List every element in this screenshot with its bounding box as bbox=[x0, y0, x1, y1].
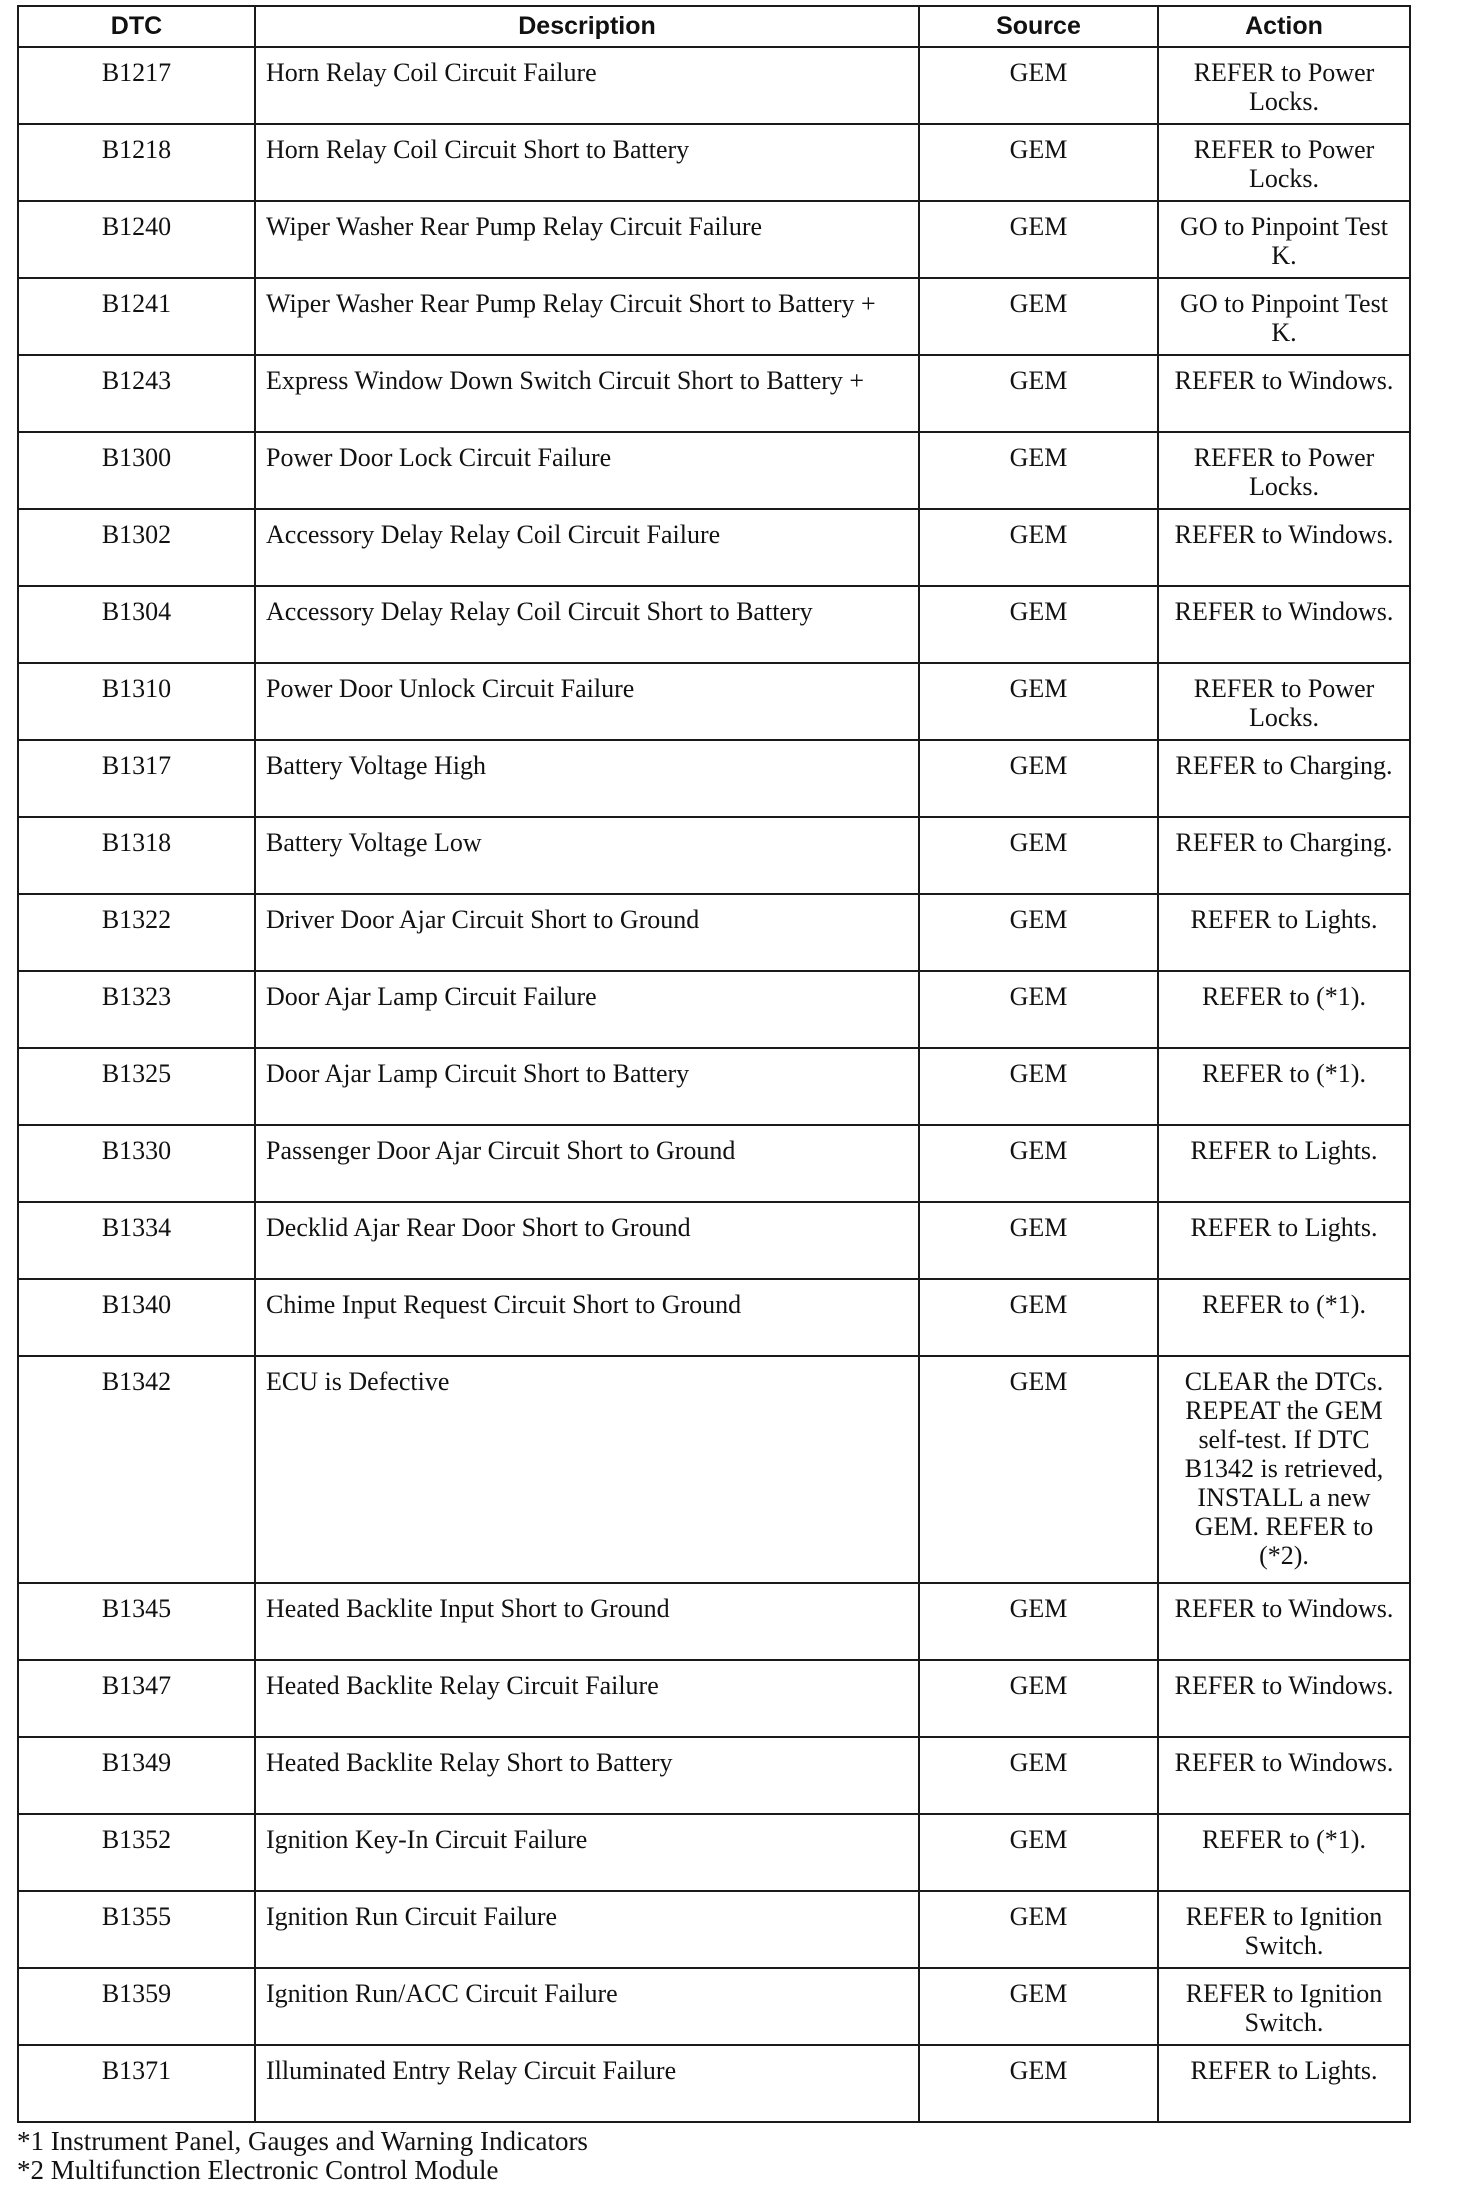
source-cell: GEM bbox=[919, 1583, 1158, 1660]
description-cell: Express Window Down Switch Circuit Short to Battery + bbox=[255, 355, 919, 432]
table-row bbox=[18, 1048, 1410, 1125]
table-row bbox=[18, 509, 1410, 586]
description-cell: Passenger Door Ajar Circuit Short to Ground bbox=[255, 1125, 919, 1202]
source-cell: GEM bbox=[919, 817, 1158, 894]
source-cell: GEM bbox=[919, 894, 1158, 971]
table-row bbox=[18, 817, 1410, 894]
description-cell: Ignition Run Circuit Failure bbox=[255, 1891, 919, 1968]
table-row bbox=[18, 1891, 1410, 1968]
source-cell: GEM bbox=[919, 509, 1158, 586]
dtc-cell: B1317 bbox=[18, 740, 255, 817]
table-row bbox=[18, 201, 1410, 278]
description-cell: Heated Backlite Relay Circuit Failure bbox=[255, 1660, 919, 1737]
source-cell: GEM bbox=[919, 1356, 1158, 1583]
dtc-cell: B1322 bbox=[18, 894, 255, 971]
source-cell: GEM bbox=[919, 124, 1158, 201]
description-cell: Ignition Run/ACC Circuit Failure bbox=[255, 1968, 919, 2045]
description-cell: Accessory Delay Relay Coil Circuit Failure bbox=[255, 509, 919, 586]
action-cell: REFER to Windows. bbox=[1158, 355, 1410, 432]
source-cell: GEM bbox=[919, 1202, 1158, 1279]
description-cell: Wiper Washer Rear Pump Relay Circuit Failure bbox=[255, 201, 919, 278]
table-row bbox=[18, 47, 1410, 124]
dtc-cell: B1217 bbox=[18, 47, 255, 124]
footnotes bbox=[17, 2127, 1409, 2185]
action-cell: REFER to Lights. bbox=[1158, 894, 1410, 971]
source-cell: GEM bbox=[919, 2045, 1158, 2122]
dtc-cell: B1334 bbox=[18, 1202, 255, 1279]
description-cell: Decklid Ajar Rear Door Short to Ground bbox=[255, 1202, 919, 1279]
action-cell: REFER to (*1). bbox=[1158, 1814, 1410, 1891]
action-cell: REFER to Power Locks. bbox=[1158, 124, 1410, 201]
dtc-cell: B1345 bbox=[18, 1583, 255, 1660]
description-cell: Door Ajar Lamp Circuit Failure bbox=[255, 971, 919, 1048]
action-cell: REFER to Windows. bbox=[1158, 586, 1410, 663]
description-cell: Battery Voltage Low bbox=[255, 817, 919, 894]
source-cell: GEM bbox=[919, 278, 1158, 355]
description-cell: Driver Door Ajar Circuit Short to Ground bbox=[255, 894, 919, 971]
dtc-cell: B1300 bbox=[18, 432, 255, 509]
dtc-cell: B1349 bbox=[18, 1737, 255, 1814]
action-cell: REFER to Power Locks. bbox=[1158, 47, 1410, 124]
action-cell: REFER to Charging. bbox=[1158, 817, 1410, 894]
action-cell: REFER to Power Locks. bbox=[1158, 663, 1410, 740]
action-cell: REFER to Charging. bbox=[1158, 740, 1410, 817]
source-cell: GEM bbox=[919, 971, 1158, 1048]
dtc-table bbox=[17, 5, 1411, 2123]
footnote-1: *1 Instrument Panel, Gauges and Warning Indicators bbox=[17, 2126, 588, 2156]
dtc-cell: B1355 bbox=[18, 1891, 255, 1968]
description-cell: Horn Relay Coil Circuit Failure bbox=[255, 47, 919, 124]
table-row bbox=[18, 740, 1410, 817]
description-cell: Illuminated Entry Relay Circuit Failure bbox=[255, 2045, 919, 2122]
description-cell: Power Door Lock Circuit Failure bbox=[255, 432, 919, 509]
action-cell: REFER to Windows. bbox=[1158, 1583, 1410, 1660]
dtc-cell: B1218 bbox=[18, 124, 255, 201]
description-cell: Accessory Delay Relay Coil Circuit Short to Battery bbox=[255, 586, 919, 663]
table-row bbox=[18, 432, 1410, 509]
source-cell: GEM bbox=[919, 1660, 1158, 1737]
dtc-cell: B1310 bbox=[18, 663, 255, 740]
source-cell: GEM bbox=[919, 1814, 1158, 1891]
document-page bbox=[17, 5, 1409, 2185]
header-source: Source bbox=[919, 6, 1158, 47]
table-row bbox=[18, 355, 1410, 432]
action-cell: REFER to Ignition Switch. bbox=[1158, 1968, 1410, 2045]
dtc-cell: B1330 bbox=[18, 1125, 255, 1202]
dtc-cell: B1347 bbox=[18, 1660, 255, 1737]
action-cell: REFER to Windows. bbox=[1158, 1660, 1410, 1737]
table-row bbox=[18, 1202, 1410, 1279]
table-row bbox=[18, 663, 1410, 740]
description-cell: Heated Backlite Relay Short to Battery bbox=[255, 1737, 919, 1814]
table-row bbox=[18, 124, 1410, 201]
description-cell: Power Door Unlock Circuit Failure bbox=[255, 663, 919, 740]
description-cell: Heated Backlite Input Short to Ground bbox=[255, 1583, 919, 1660]
header-row bbox=[18, 6, 1410, 47]
table-row bbox=[18, 894, 1410, 971]
source-cell: GEM bbox=[919, 47, 1158, 124]
dtc-cell: B1342 bbox=[18, 1356, 255, 1583]
dtc-cell: B1325 bbox=[18, 1048, 255, 1125]
action-cell: REFER to Lights. bbox=[1158, 1125, 1410, 1202]
action-cell: REFER to Lights. bbox=[1158, 2045, 1410, 2122]
action-cell: REFER to Power Locks. bbox=[1158, 432, 1410, 509]
dtc-cell: B1318 bbox=[18, 817, 255, 894]
description-cell: Chime Input Request Circuit Short to Ground bbox=[255, 1279, 919, 1356]
source-cell: GEM bbox=[919, 1048, 1158, 1125]
action-cell: CLEAR the DTCs. REPEAT the GEM self-test. If DTC B1342 is retrieved, INSTALL a new GEM. REFER to (*2). bbox=[1158, 1356, 1410, 1583]
source-cell: GEM bbox=[919, 663, 1158, 740]
action-cell: REFER to Ignition Switch. bbox=[1158, 1891, 1410, 1968]
dtc-cell: B1352 bbox=[18, 1814, 255, 1891]
dtc-cell: B1302 bbox=[18, 509, 255, 586]
source-cell: GEM bbox=[919, 432, 1158, 509]
dtc-cell: B1241 bbox=[18, 278, 255, 355]
dtc-cell: B1340 bbox=[18, 1279, 255, 1356]
action-cell: REFER to Windows. bbox=[1158, 1737, 1410, 1814]
table-row bbox=[18, 2045, 1410, 2122]
dtc-cell: B1323 bbox=[18, 971, 255, 1048]
table-row bbox=[18, 1968, 1410, 2045]
description-cell: Wiper Washer Rear Pump Relay Circuit Short to Battery + bbox=[255, 278, 919, 355]
dtc-cell: B1359 bbox=[18, 1968, 255, 2045]
action-cell: REFER to (*1). bbox=[1158, 1279, 1410, 1356]
table-row bbox=[18, 1356, 1410, 1583]
table-row bbox=[18, 586, 1410, 663]
description-cell: Battery Voltage High bbox=[255, 740, 919, 817]
table-row bbox=[18, 1660, 1410, 1737]
source-cell: GEM bbox=[919, 1125, 1158, 1202]
action-cell: REFER to Lights. bbox=[1158, 1202, 1410, 1279]
action-cell: GO to Pinpoint Test K. bbox=[1158, 278, 1410, 355]
source-cell: GEM bbox=[919, 1279, 1158, 1356]
source-cell: GEM bbox=[919, 1891, 1158, 1968]
source-cell: GEM bbox=[919, 1968, 1158, 2045]
dtc-cell: B1371 bbox=[18, 2045, 255, 2122]
action-cell: REFER to (*1). bbox=[1158, 1048, 1410, 1125]
action-cell: GO to Pinpoint Test K. bbox=[1158, 201, 1410, 278]
dtc-cell: B1304 bbox=[18, 586, 255, 663]
header-description: Description bbox=[255, 6, 919, 47]
table-row bbox=[18, 1737, 1410, 1814]
header-dtc: DTC bbox=[18, 6, 255, 47]
dtc-cell: B1240 bbox=[18, 201, 255, 278]
description-cell: ECU is Defective bbox=[255, 1356, 919, 1583]
source-cell: GEM bbox=[919, 740, 1158, 817]
description-cell: Door Ajar Lamp Circuit Short to Battery bbox=[255, 1048, 919, 1125]
source-cell: GEM bbox=[919, 201, 1158, 278]
action-cell: REFER to Windows. bbox=[1158, 509, 1410, 586]
source-cell: GEM bbox=[919, 586, 1158, 663]
table-row bbox=[18, 278, 1410, 355]
action-cell: REFER to (*1). bbox=[1158, 971, 1410, 1048]
description-cell: Ignition Key-In Circuit Failure bbox=[255, 1814, 919, 1891]
footnote-2: *2 Multifunction Electronic Control Module bbox=[17, 2155, 499, 2185]
header-action: Action bbox=[1158, 6, 1410, 47]
dtc-cell: B1243 bbox=[18, 355, 255, 432]
table-row bbox=[18, 1279, 1410, 1356]
table-row bbox=[18, 1583, 1410, 1660]
table-row bbox=[18, 971, 1410, 1048]
table-row bbox=[18, 1125, 1410, 1202]
source-cell: GEM bbox=[919, 1737, 1158, 1814]
description-cell: Horn Relay Coil Circuit Short to Battery bbox=[255, 124, 919, 201]
table-row bbox=[18, 1814, 1410, 1891]
source-cell: GEM bbox=[919, 355, 1158, 432]
table-body bbox=[18, 47, 1410, 2122]
